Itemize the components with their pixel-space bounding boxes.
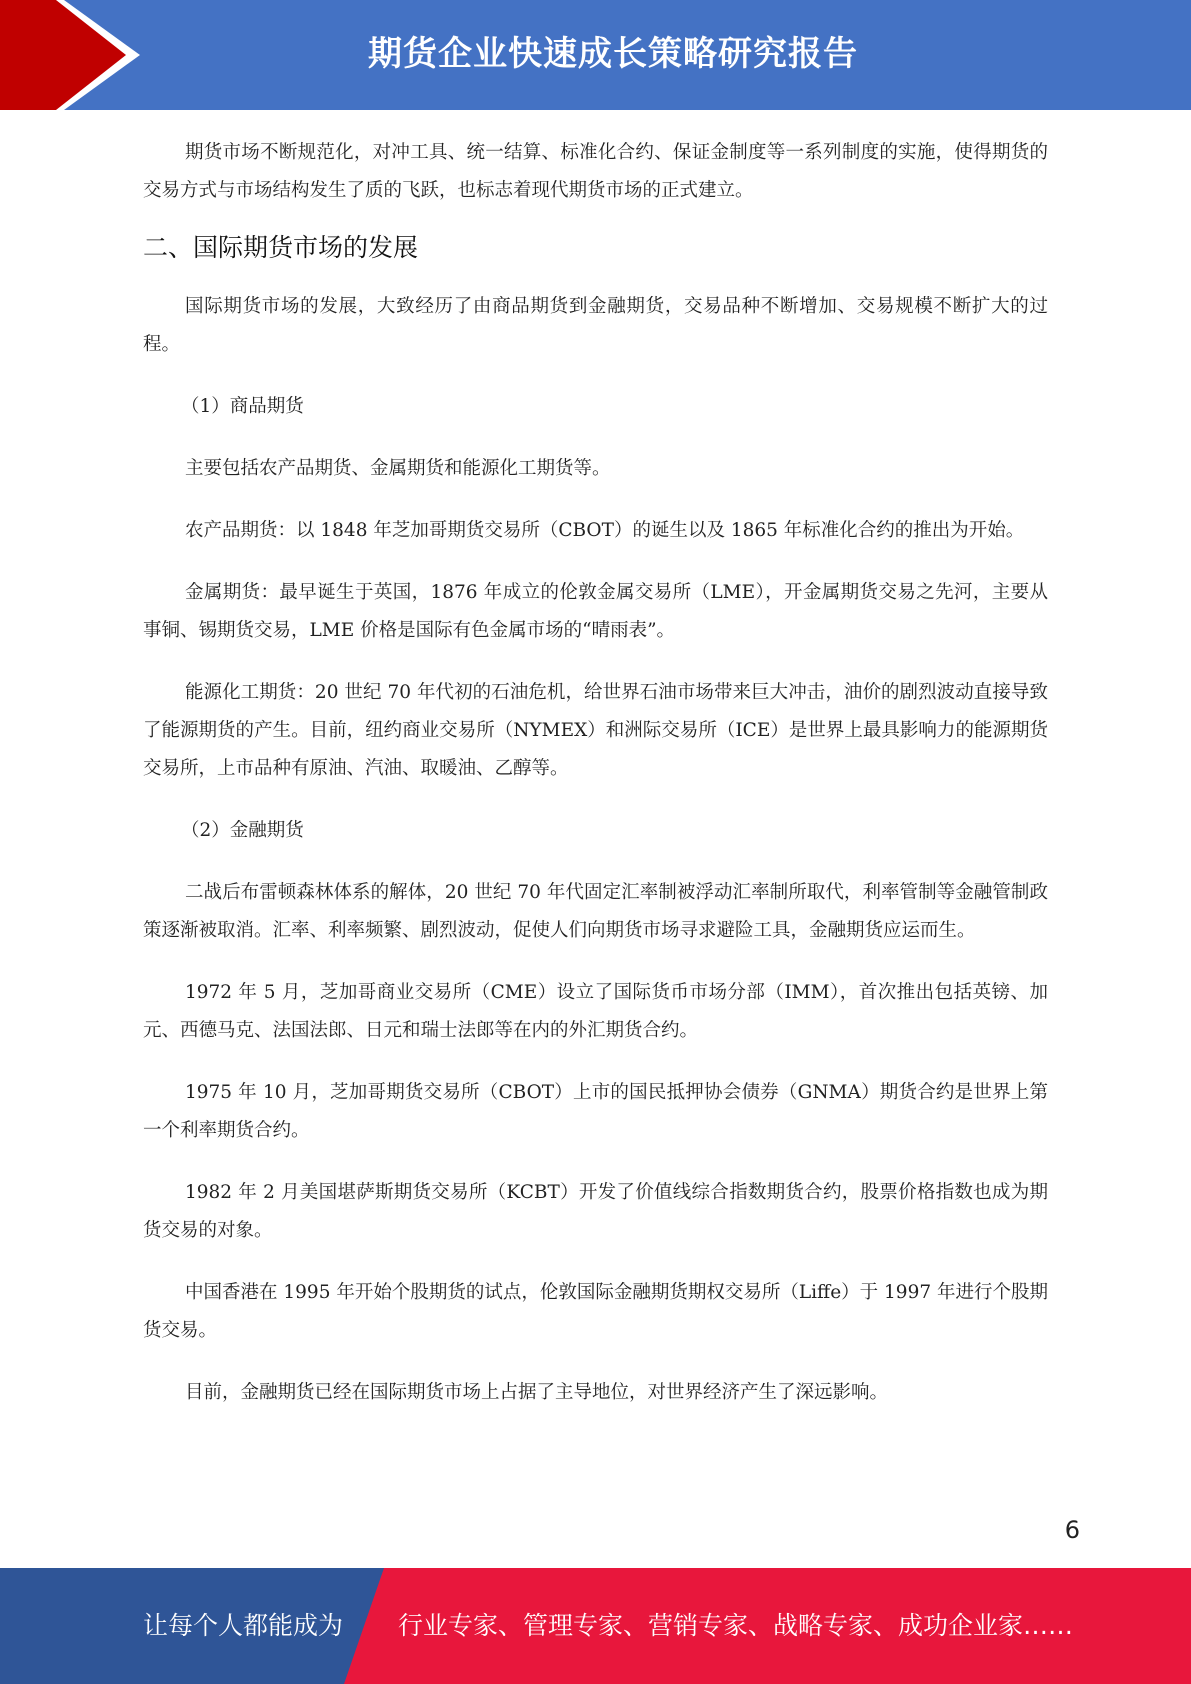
main-content bbox=[143, 134, 1048, 1412]
paragraph: 1975 年 10 月，芝加哥期货交易所（CBOT）上市的国民抵押协会债券（GNMA）期货合约是世界上第一个利率期货合约。 bbox=[143, 1082, 1048, 1141]
page-footer bbox=[0, 1568, 1191, 1684]
paragraph: 中国香港在 1995 年开始个股期货的试点，伦敦国际金融期货期权交易所（Liffe）于 1997 年进行个股期货交易。 bbox=[143, 1282, 1048, 1341]
subsection-heading: （2）金融期货 bbox=[181, 820, 304, 841]
section-heading: 二、国际期货市场的发展 bbox=[143, 233, 419, 262]
paragraph: 1972 年 5 月，芝加哥商业交易所（CME）设立了国际货币市场分部（IMM），首次推出包括英镑、加元、西德马克、法国法郎、日元和瑞士法郎等在内的外汇期货合约。 bbox=[143, 982, 1048, 1041]
paragraph: 国际期货市场的发展，大致经历了由商品期货到金融期货，交易品种不断增加、交易规模不断扩大的过程。 bbox=[143, 296, 1048, 355]
paragraph: 农产品期货：以 1848 年芝加哥期货交易所（CBOT）的诞生以及 1865 年标准化合约的推出为开始。 bbox=[185, 520, 1025, 541]
paragraph: 金属期货：最早诞生于英国，1876 年成立的伦敦金属交易所（LME），开金属期货交易之先河，主要从事铜、锡期货交易，LME 价格是国际有色金属市场的“晴雨表”。 bbox=[143, 582, 1048, 641]
page-number: 6 bbox=[1064, 1516, 1080, 1544]
document-title: 期货企业快速成长策略研究报告 bbox=[368, 34, 858, 74]
subsection-heading: （1）商品期货 bbox=[181, 396, 304, 417]
paragraph: 目前，金融期货已经在国际期货市场上占据了主导地位，对世界经济产生了深远影响。 bbox=[185, 1382, 889, 1403]
paragraph: 能源化工期货：20 世纪 70 年代初的石油危机，给世界石油市场带来巨大冲击，油价的剧烈波动直接导致了能源期货的产生。目前，纽约商业交易所（NYMEX）和洲际交易所（ICE）是世界上最具影响力的能源期货交易所，上市品种有原油、汽油、取暖油、乙醇等。 bbox=[143, 682, 1048, 779]
paragraph: 期货市场不断规范化，对冲工具、统一结算、标准化合约、保证金制度等一系列制度的实施，使得期货的交易方式与市场结构发生了质的飞跃，也标志着现代期货市场的正式建立。 bbox=[143, 142, 1048, 201]
footer-slogan-left: 让每个人都能成为 bbox=[143, 1611, 344, 1640]
paragraph: 二战后布雷顿森林体系的解体，20 世纪 70 年代固定汇率制被浮动汇率制所取代，利率管制等金融管制政策逐渐被取消。汇率、利率频繁、剧烈波动，促使人们向期货市场寻求避险工具，金融期货应运而生。 bbox=[143, 882, 1048, 941]
page-header bbox=[0, 0, 1191, 110]
paragraph: 主要包括农产品期货、金属期货和能源化工期货等。 bbox=[185, 458, 611, 479]
footer-slogan-right: 行业专家、管理专家、营销专家、战略专家、成功企业家…… bbox=[398, 1611, 1074, 1640]
paragraph: 1982 年 2 月美国堪萨斯期货交易所（KCBT）开发了价值线综合指数期货合约，股票价格指数也成为期货交易的对象。 bbox=[143, 1182, 1048, 1241]
